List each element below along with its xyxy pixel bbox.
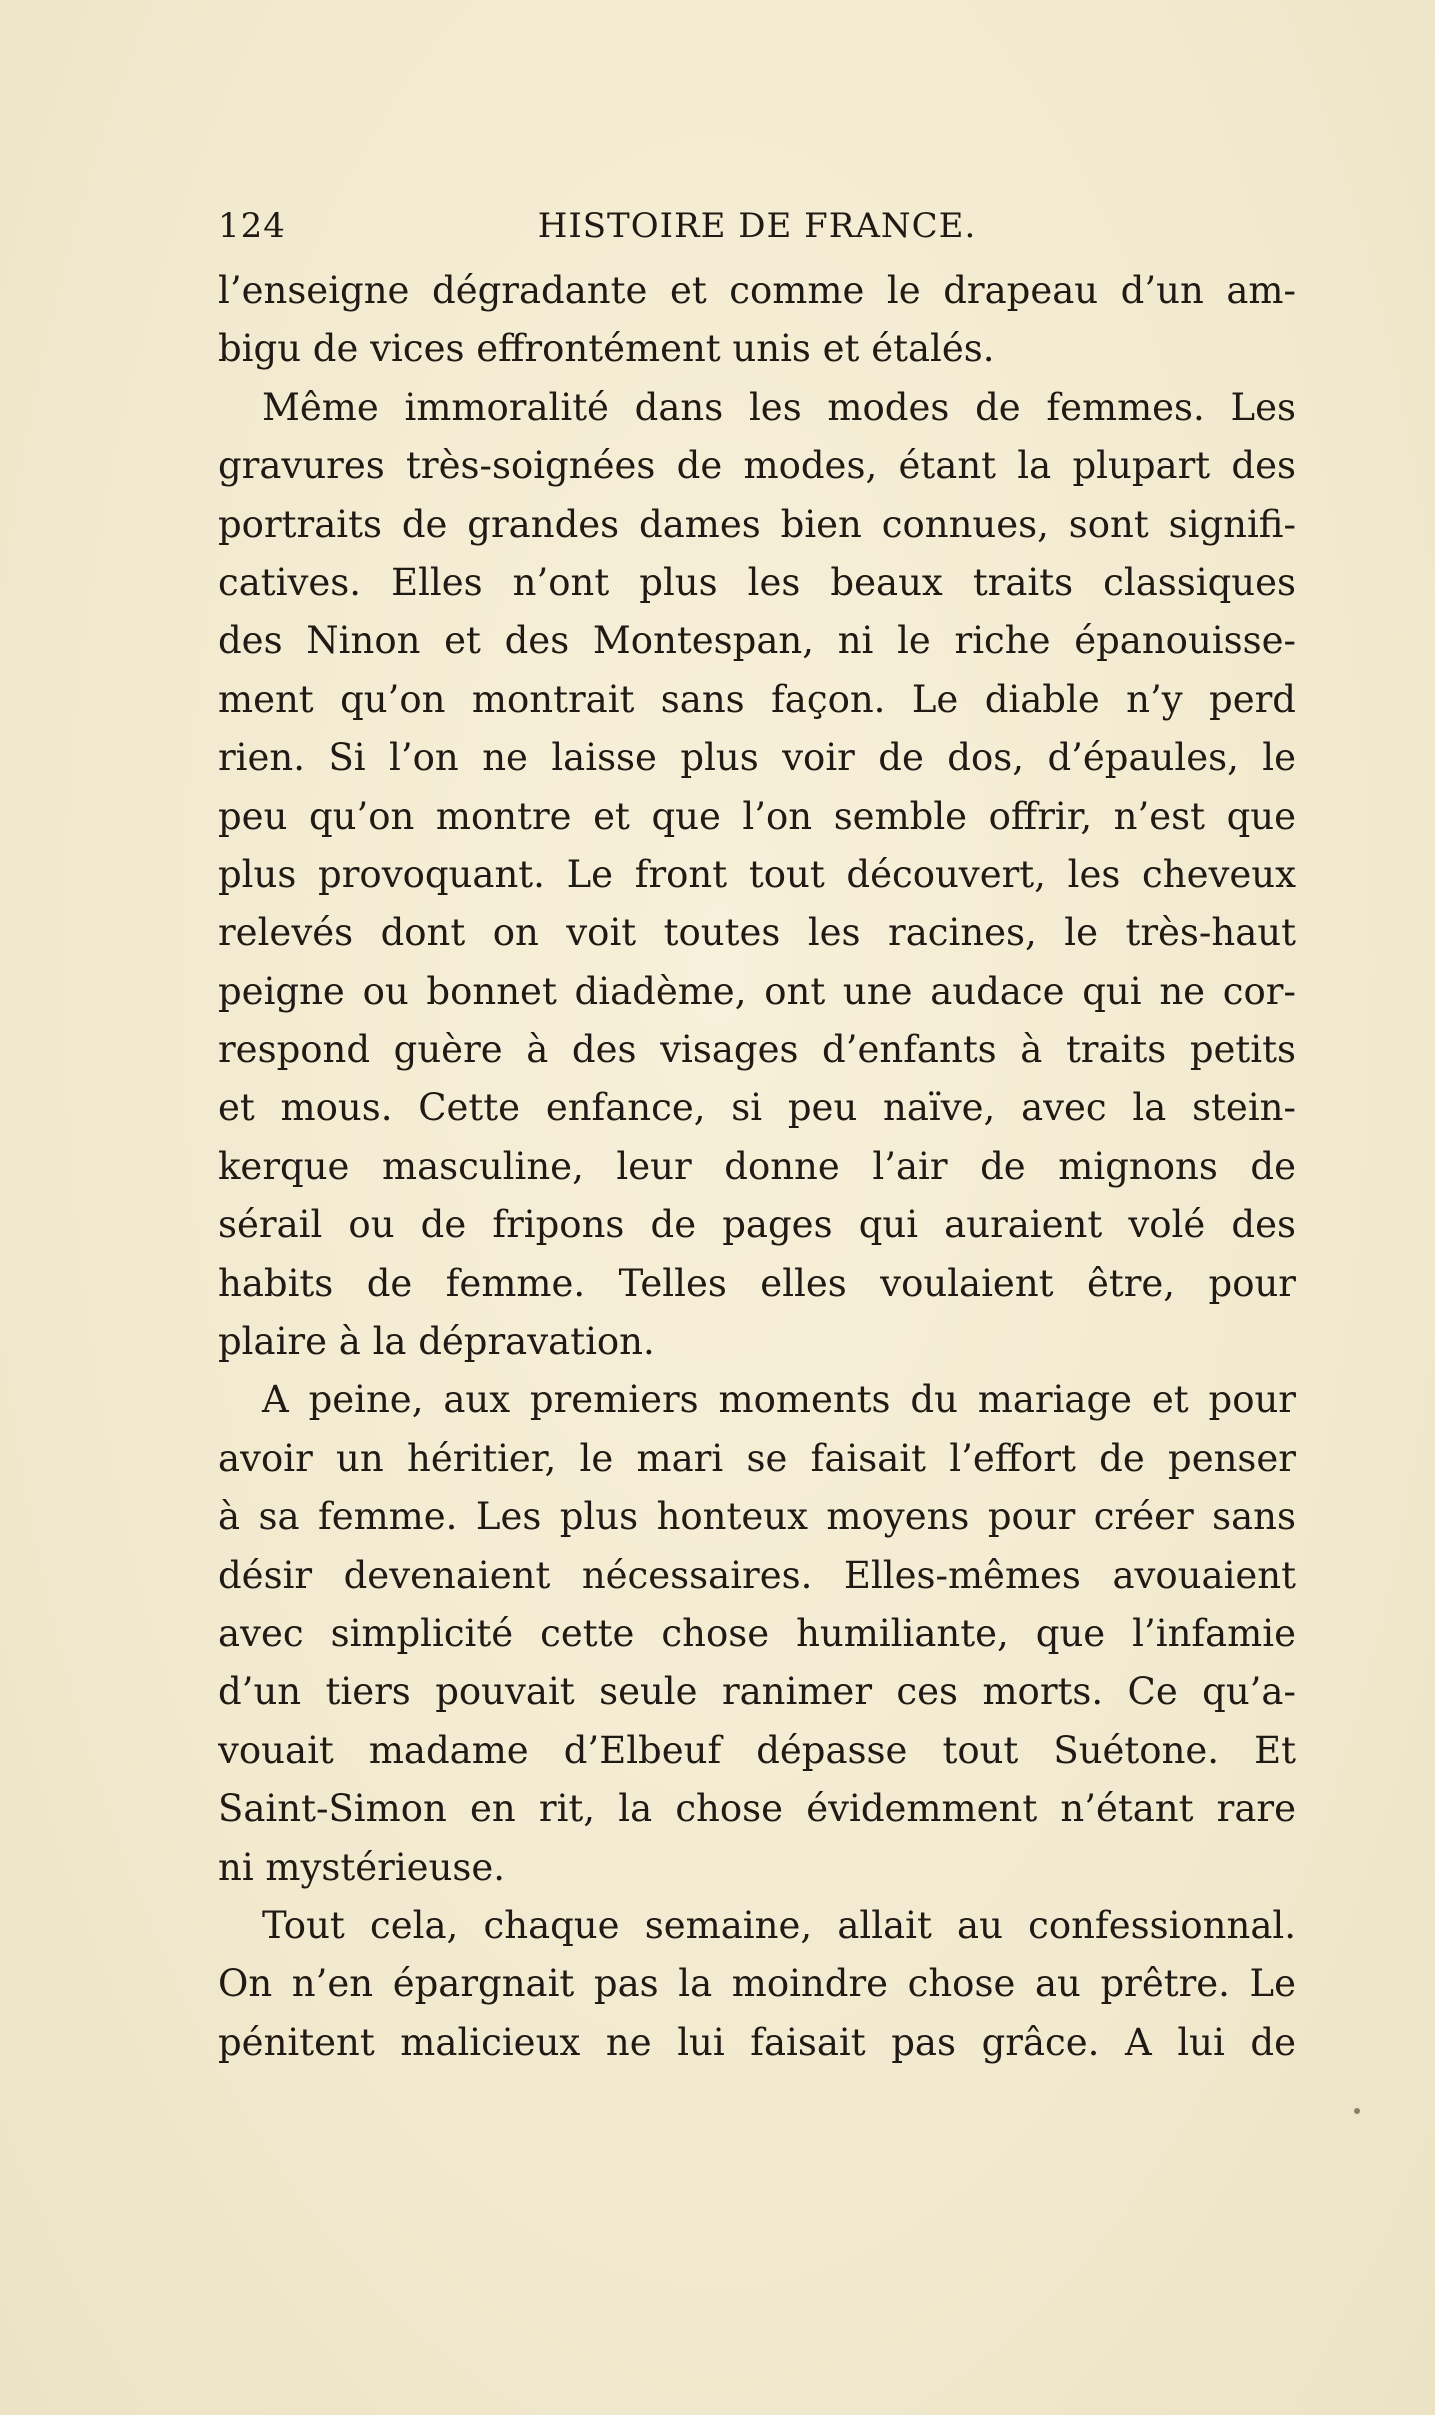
text-line: portraits de grandes dames bien connues, sont signifi- (218, 502, 1296, 546)
text-line: relevés dont on voit toutes les racines, le très-haut (218, 911, 1296, 955)
text-line: pénitent malicieux ne lui faisait pas grâce. A lui de (218, 2020, 1296, 2064)
running-title: HISTOIRE DE FRANCE. (537, 206, 977, 246)
text-line: sérail ou de fripons de pages qui auraient volé des (218, 1203, 1296, 1247)
text-line: gravures très-soignées de modes, étant la plupart des (218, 444, 1296, 488)
paragraph (218, 379, 1296, 1372)
text-line: ni mystérieuse. (218, 1845, 506, 1889)
text-line: A peine, aux premiers moments du mariage et pour (262, 1378, 1296, 1422)
text-line: bigu de vices effrontément unis et étalés. (218, 327, 995, 371)
paragraph (218, 1897, 1296, 2072)
text-line: ment qu’on montrait sans façon. Le diable n’y perd (218, 677, 1296, 721)
text-line: catives. Elles n’ont plus les beaux traits classiques (218, 560, 1296, 604)
text-line: Même immoralité dans les modes de femmes. Les (262, 385, 1296, 429)
text-line: des Ninon et des Montespan, ni le riche épanouisse- (218, 619, 1296, 663)
text-line: respond guère à des visages d’enfants à traits petits (218, 1028, 1296, 1072)
text-line: avoir un héritier, le mari se faisait l’effort de penser (218, 1436, 1296, 1480)
ink-speck (1354, 2108, 1360, 2114)
text-line: désir devenaient nécessaires. Elles-mêmes avouaient (218, 1553, 1296, 1597)
text-line: plus provoquant. Le front tout découvert, les cheveux (218, 852, 1296, 896)
body-text (218, 262, 1296, 2072)
text-line: à sa femme. Les plus honteux moyens pour créer sans (218, 1495, 1296, 1539)
text-line: l’enseigne dégradante et comme le drapeau d’un am- (218, 269, 1296, 312)
paragraph (218, 262, 1296, 379)
text-line: rien. Si l’on ne laisse plus voir de dos, d’épaules, le (218, 736, 1296, 780)
text-line: habits de femme. Telles elles voulaient être, pour (218, 1261, 1296, 1305)
text-line: d’un tiers pouvait seule ranimer ces morts. Ce qu’a- (218, 1670, 1296, 1714)
paragraph (218, 1371, 1296, 1897)
text-line: plaire à la dépravation. (218, 1320, 655, 1364)
text-line: peu qu’on montre et que l’on semble offrir, n’est que (218, 794, 1296, 838)
text-line: vouait madame d’Elbeuf dépasse tout Suétone. Et (218, 1728, 1296, 1772)
text-line: On n’en épargnait pas la moindre chose au prêtre. Le (218, 1962, 1296, 2006)
text-line: kerque masculine, leur donne l’air de mignons de (218, 1144, 1296, 1188)
text-line: peigne ou bonnet diadème, ont une audace qui ne cor- (218, 969, 1296, 1013)
text-line: avec simplicité cette chose humiliante, que l’infamie (218, 1611, 1296, 1655)
text-line: Saint-Simon en rit, la chose évidemment n’étant rare (218, 1787, 1296, 1831)
text-line: Tout cela, chaque semaine, allait au confessionnal. (262, 1903, 1296, 1947)
page-number: 124 (218, 206, 286, 246)
text-line: et mous. Cette enfance, si peu naïve, avec la stein- (218, 1086, 1296, 1130)
page-header (218, 202, 1296, 250)
